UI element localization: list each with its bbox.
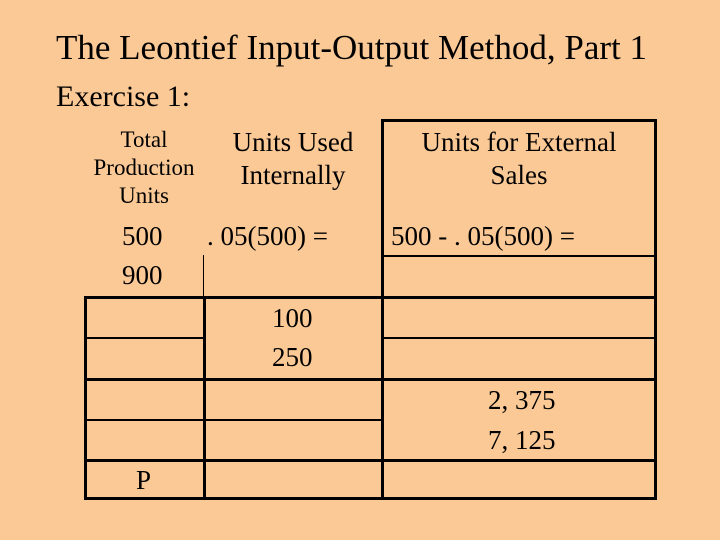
table-divider-col1-upper [203, 255, 204, 296]
header-total-line1: Total [120, 127, 168, 152]
cell-total-900: 900 [122, 260, 163, 290]
cell-external-2375: 2, 375 [488, 385, 556, 415]
slide-subtitle: Exercise 1: [56, 80, 191, 113]
table-divider-col1 [203, 296, 206, 500]
table-border-bottom [84, 497, 657, 500]
cell-total-p: P [136, 465, 152, 495]
table-border-right [654, 119, 657, 500]
cell-internal-250: 250 [272, 342, 313, 372]
header-total-production-units [86, 126, 202, 210]
slide-title: The Leontief Input-Output Method, Part 1 [56, 28, 647, 67]
cell-external-7125: 7, 125 [488, 425, 556, 455]
table-border-left [84, 296, 87, 500]
row-divider-6 [84, 459, 657, 462]
table-divider-col2-upper [381, 119, 384, 212]
header-external-line1: Units for External [421, 127, 617, 157]
cell-total-500: 500 [122, 221, 163, 251]
header-units-used-internally [206, 126, 380, 192]
row-divider-3b [381, 337, 657, 339]
header-internal-line1: Units Used [232, 127, 354, 157]
cell-external-formula: 500 - . 05(500) = [391, 221, 575, 251]
header-total-line3: Units [119, 183, 169, 208]
cell-internal-100: 100 [272, 303, 313, 333]
cell-internal-formula: . 05(500) = [207, 221, 328, 251]
row-divider-4 [84, 378, 657, 381]
header-internal-line2: Internally [240, 160, 346, 190]
header-external-line2: Sales [490, 160, 548, 190]
row-divider-2 [84, 296, 657, 299]
row-divider-5 [84, 419, 383, 421]
row-divider-3 [84, 337, 205, 339]
header-total-line2: Production [93, 155, 195, 180]
row-divider-1 [383, 255, 657, 257]
table-border-top-right [383, 119, 657, 122]
header-units-external-sales [386, 126, 652, 192]
